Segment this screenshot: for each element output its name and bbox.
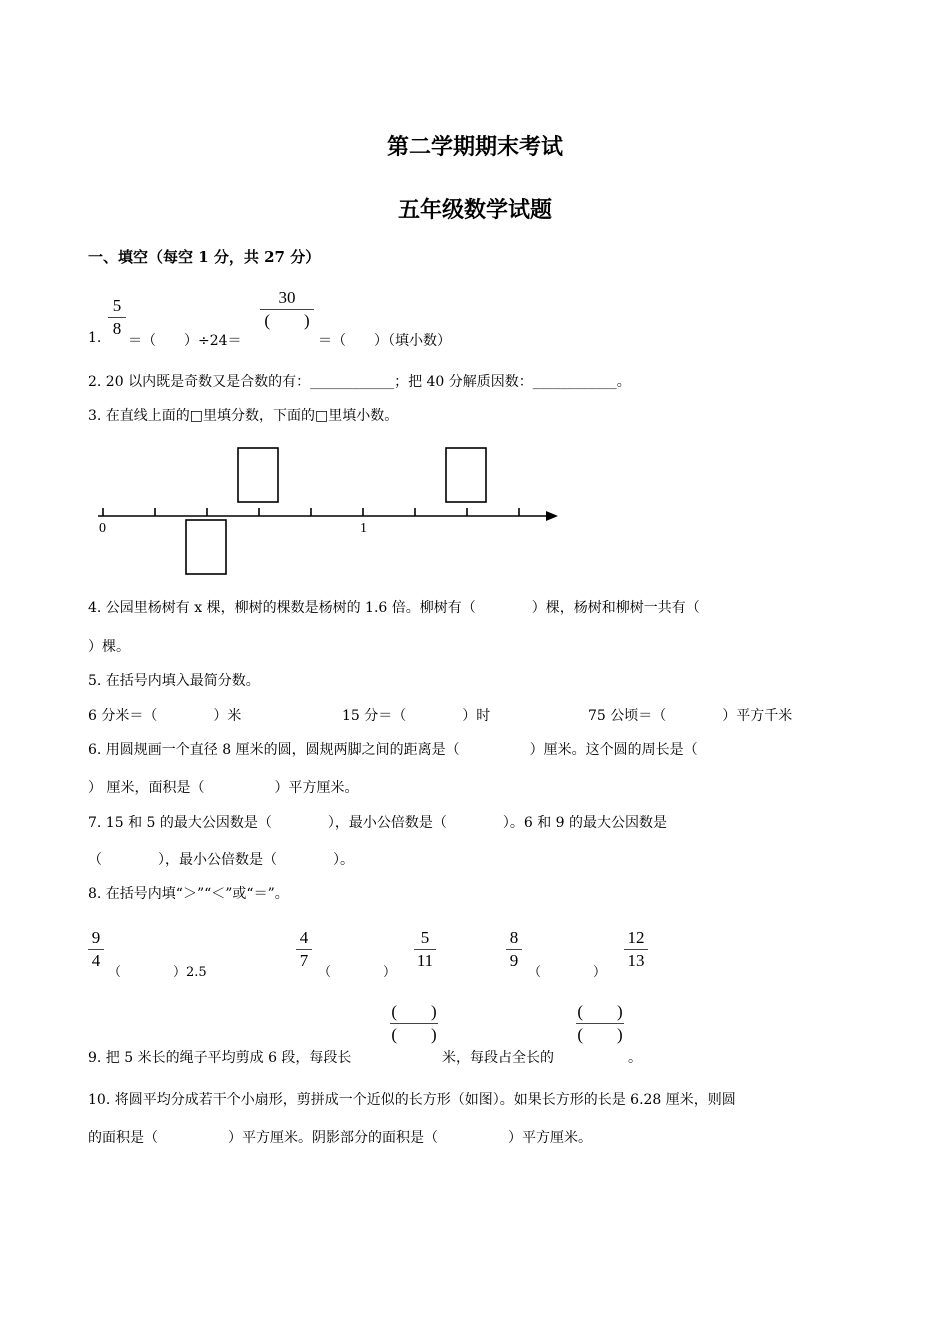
denominator: 11 (416, 951, 434, 970)
question-7-line2: （ ），最小公倍数是（ ）。 (88, 852, 354, 868)
q9-fraction-blank-2[interactable] (576, 1002, 624, 1045)
axis-label-one: 1 (360, 521, 367, 536)
denominator-blank[interactable]: ( ) (391, 1025, 437, 1044)
question-2: 2. 20 以内既是奇数又是合数的有：____________；把 40 分解质因数：____________。 (88, 374, 631, 390)
question-7-line1: 7. 15 和 5 的最大公因数是（ ），最小公倍数是（ ）。6 和 9 的最大公因数是 (88, 815, 668, 831)
question-9-part-a: 9. 把 5 米长的绳子平均剪成 6 段，每段长 (88, 1050, 352, 1066)
answer-box-lower-1[interactable] (186, 520, 226, 574)
q9-fraction-blank-1[interactable] (390, 1002, 438, 1045)
question-6-line1: 6. 用圆规画一个直径 8 厘米的圆，圆规两脚之间的距离是（ ）厘米。这个圆的周长是（ (88, 742, 698, 758)
numerator-blank[interactable]: ( ) (577, 1002, 623, 1021)
denominator: 9 (509, 951, 519, 970)
denominator: 13 (627, 951, 645, 970)
section-heading: 一、填空（每空 1 分，共 27 分） (88, 248, 321, 266)
numerator: 30 (278, 288, 296, 307)
denominator: 7 (299, 951, 309, 970)
numerator: 5 (112, 296, 122, 315)
axis-label-zero: 0 (99, 521, 106, 536)
tick-marks (103, 508, 519, 516)
denominator-blank[interactable]: ( ) (577, 1025, 623, 1044)
question-8: 8. 在括号内填“＞”“＜”或“＝”。 (88, 886, 289, 902)
fraction-12-13 (624, 928, 648, 971)
numerator: 5 (420, 928, 430, 947)
denominator: 4 (91, 951, 101, 970)
number-line-figure (90, 440, 570, 580)
fraction-8-9 (506, 928, 522, 971)
answer-box-upper-2[interactable] (446, 448, 486, 502)
numerator: 8 (509, 928, 519, 947)
numerator: 12 (627, 928, 645, 947)
fraction-4-7 (296, 928, 312, 971)
q1-equation-part1: ＝（ ）÷24＝ (128, 333, 242, 349)
q8-compare-1: （ ）2.5 (108, 965, 207, 980)
question-10-line1: 10. 将圆平均分成若干个小扇形，剪拼成一个近似的长方形（如图）。如果长方形的长是 6.28 厘米，则圆 (88, 1092, 736, 1108)
numerator-blank[interactable]: ( ) (391, 1002, 437, 1021)
exam-title: 第二学期期末考试 (386, 134, 563, 160)
q5-item-a: 6 分米＝（ ）米 (88, 708, 242, 724)
numerator: 9 (91, 928, 101, 947)
question-10-line2: 的面积是（ ）平方厘米。阴影部分的面积是（ ）平方厘米。 (88, 1130, 592, 1146)
q1-equation-part2: ＝（ ）（填小数） (318, 333, 451, 349)
q8-compare-3: （ ） (528, 965, 607, 980)
question-3: 3. 在直线上面的□里填分数，下面的□里填小数。 (88, 408, 399, 424)
fraction-5-8 (108, 296, 126, 339)
question-6-line2: ） 厘米，面积是（ ）平方厘米。 (88, 780, 359, 796)
question-4-line1: 4. 公园里杨树有 x 棵，柳树的棵数是杨树的 1.6 倍。柳树有（ ）棵，杨树和柳树一共有（ (88, 600, 700, 616)
q5-item-b: 15 分＝（ ）时 (342, 708, 491, 724)
numerator: 4 (299, 928, 309, 947)
fraction-9-4 (88, 928, 104, 971)
question-number: 1. (88, 330, 102, 346)
answer-box-upper-1[interactable] (238, 448, 278, 502)
exam-subtitle: 五年级数学试题 (397, 197, 552, 223)
denominator-blank[interactable]: ( ) (264, 311, 310, 330)
question-5: 5. 在括号内填入最简分数。 (88, 673, 260, 689)
question-4-line2: ）棵。 (88, 639, 130, 655)
fraction-5-11 (414, 928, 436, 971)
q5-item-c: 75 公顷＝（ ）平方千米 (588, 708, 793, 724)
question-9-part-c: 。 (628, 1050, 642, 1066)
axis-arrow-icon (546, 511, 558, 521)
question-9-part-b: 米，每段占全长的 (442, 1050, 554, 1066)
denominator: 8 (112, 319, 122, 338)
fraction-30-blank (260, 288, 314, 331)
q8-compare-2: （ ） (318, 965, 397, 980)
